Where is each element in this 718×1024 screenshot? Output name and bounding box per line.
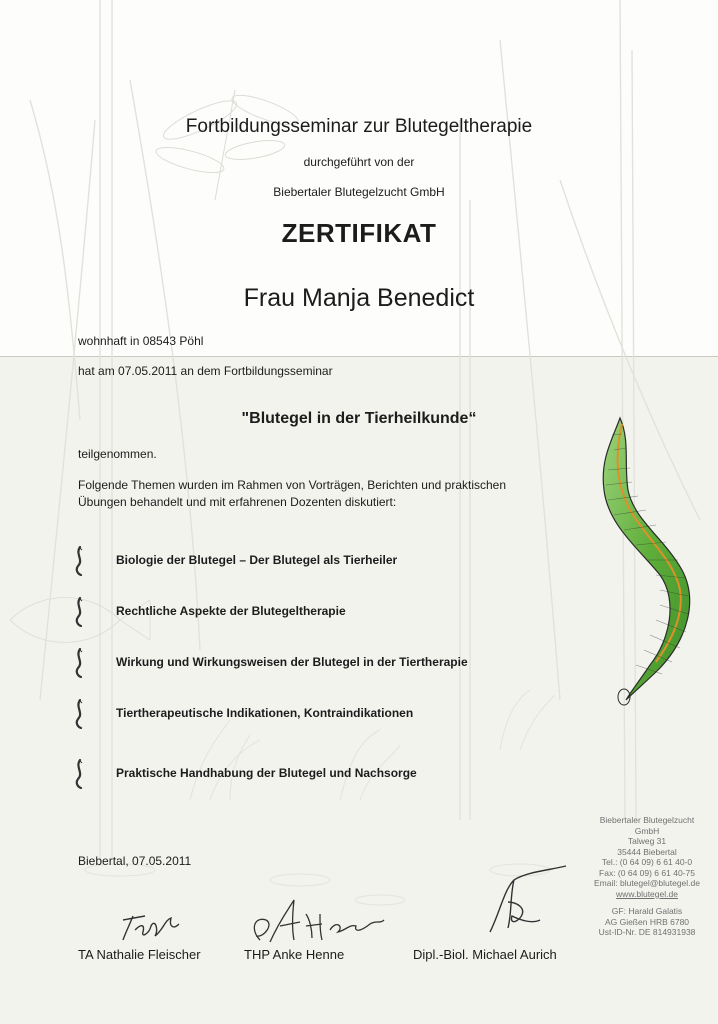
- participated-text: teilgenommen.: [78, 447, 157, 461]
- leech-bullet-icon: [72, 546, 86, 576]
- stamp-line: Fax: (0 64 09) 6 61 40-75: [599, 867, 695, 878]
- signatory-name: THP Anke Henne: [244, 947, 345, 962]
- signature-henne: [240, 890, 390, 948]
- topic-item: [72, 546, 532, 576]
- organizer-name: Biebertaler Blutegelzucht GmbH: [273, 185, 445, 199]
- topic-item: [72, 648, 532, 678]
- stamp-website: www.blutegel.de: [616, 888, 678, 899]
- topic-label: Tiertherapeutische Indikationen, Kontraindikationen: [116, 706, 414, 720]
- stamp-line: Ust-ID-Nr. DE 814931938: [598, 927, 696, 937]
- company-stamp: [580, 815, 714, 938]
- attended-text: hat am 07.05.2011 an dem Fortbildungsseminar: [78, 364, 333, 378]
- stamp-line: GF: Harald Galatis: [611, 906, 683, 916]
- signatory-name: Dipl.-Biol. Michael Aurich: [413, 947, 557, 962]
- leech-bullet-icon: [72, 597, 86, 627]
- stamp-line: Talweg 31: [627, 836, 667, 846]
- topic-label: Biologie der Blutegel – Der Blutegel als Tierheiler: [116, 553, 398, 567]
- dragonfly-drawing: [154, 90, 301, 200]
- topic-label: Praktische Handhabung der Blutegel und Nachsorge: [116, 766, 417, 780]
- leech-illustration: [590, 410, 700, 710]
- place-and-date: Biebertal, 07.05.2011: [78, 854, 192, 868]
- leech-bullet-icon: [72, 759, 86, 789]
- stamp-line: Biebertaler Blutegelzucht: [599, 815, 695, 825]
- residence-text: wohnhaft in 08543 Pöhl: [78, 334, 204, 348]
- seminar-title: Fortbildungsseminar zur Blutegeltherapie: [185, 116, 533, 137]
- topic-label: Wirkung und Wirkungsweisen der Blutegel in der Tiertherapie: [116, 655, 468, 669]
- recipient-name: Frau Manja Benedict: [243, 284, 475, 312]
- signatory-name: TA Nathalie Fleischer: [78, 947, 201, 962]
- signature-fleischer: [115, 890, 185, 948]
- stamp-line: AG Gießen HRB 6780: [604, 916, 690, 927]
- leech-bullet-icon: [72, 648, 86, 678]
- topic-item: [72, 759, 532, 789]
- topic-item: [72, 699, 532, 729]
- stamp-line: GmbH: [634, 825, 660, 836]
- conducted-by-text: durchgeführt von der: [303, 155, 415, 169]
- stamp-line: 35444 Biebertal: [617, 846, 677, 857]
- signature-aurich: [470, 862, 570, 942]
- topic-label: Rechtliche Aspekte der Blutegeltherapie: [116, 604, 346, 618]
- leech-bullet-icon: [72, 699, 86, 729]
- stamp-line: Email: blutegel@blutegel.de: [594, 878, 700, 888]
- certificate-title: ZERTIFIKAT: [281, 218, 437, 248]
- topic-item: [72, 597, 532, 627]
- course-title: "Blutegel in der Tierheilkunde“: [241, 410, 477, 427]
- topics-intro: Folgende Themen wurden im Rahmen von Vorträgen, Berichten und praktischen Übungen behandelt und mit erfahrenen Dozenten diskutiert:: [78, 478, 507, 509]
- stamp-line: Tel.: (0 64 09) 6 61 40-0: [601, 857, 693, 867]
